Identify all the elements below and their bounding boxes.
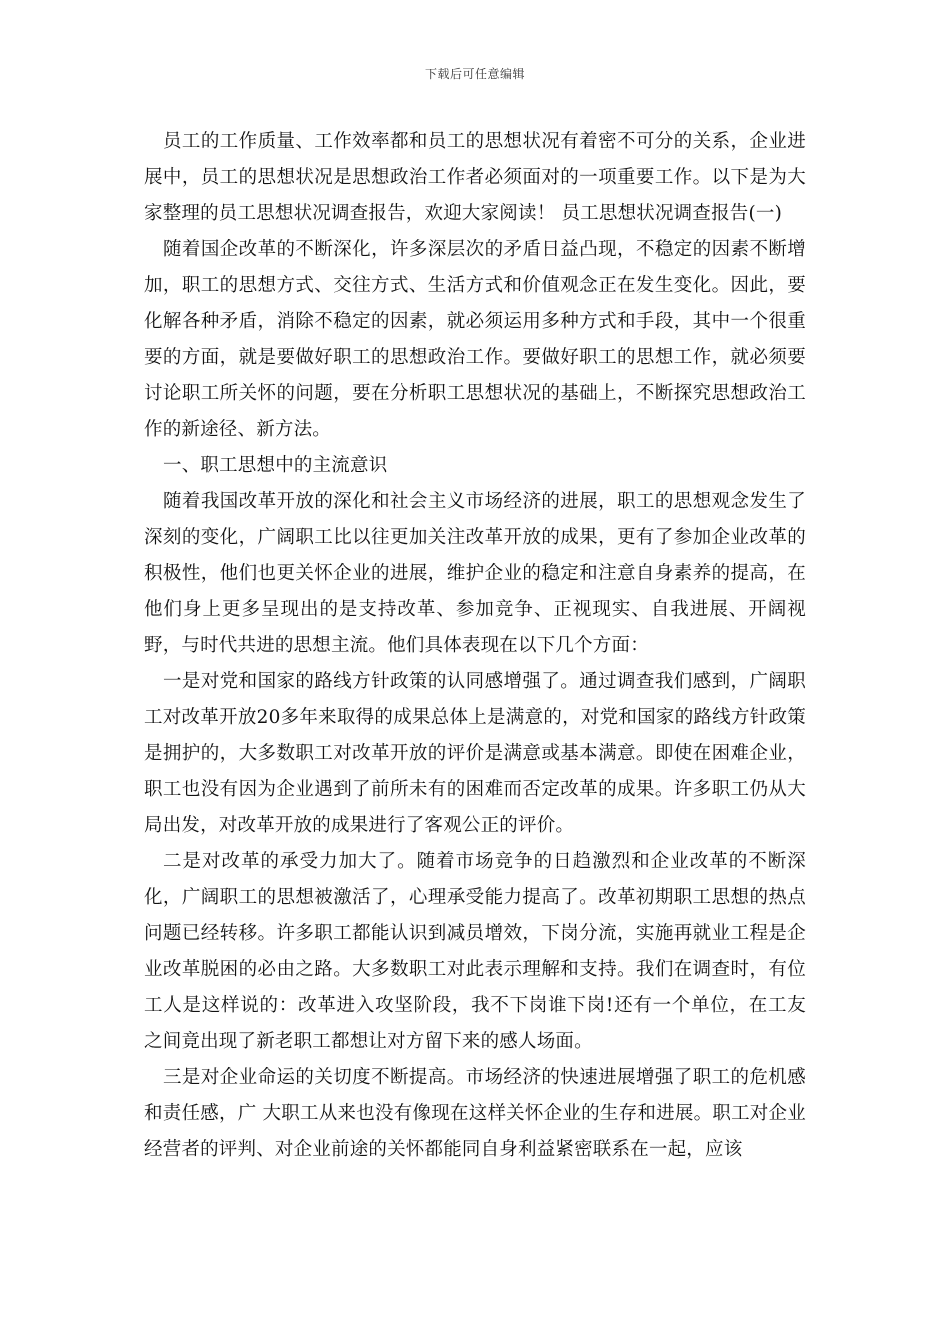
mainstream-paragraph: 随着我国改革开放的深化和社会主义市场经济的进展，职工的思想观念发生了深刻的变化，广阔职工比以往更加关注改革开放的成果，更有了参加企业改革的积极性，他们也更关怀企业的进展，维护企业的稳定和注意自身素养的提高，在他们身上更多呈现出的是支持改革、参加竞争、正视现实、自我进展、开阔视野，与时代共进的思想主流。他们具体表现在以下几个方面： <box>144 491 806 656</box>
background-paragraph: 随着国企改革的不断深化，许多深层次的矛盾日益凸现，不稳定的因素不断增加，职工的思想方式、交往方式、生活方式和价值观念正在发生变化。因此，要化解各种矛盾，消除不稳定的因素，就必须运用多种方式和手段，其中一个很重要的方面，就是要做好职工的思想政治工作。要做好职工的思想工作，就必须要讨论职工所关怀的问题，要在分析职工思想状况的基础上，不断探究思想政治工作的新途径、新方法。 <box>144 239 806 440</box>
page-header: 下载后可任意编辑 <box>424 67 525 81</box>
point-two-paragraph: 二是对改革的承受力加大了。随着市场竞争的日趋激烈和企业改革的不断深化，广阔职工的思想被激活了，心理承受能力提高了。改革初期职工思想的热点问题已经转移。许多职工都能认识到减员增效，下岗分流，实施再就业工程是企业改革脱困的必由之路。大多数职工对此表示理解和支持。我们在调查时，有位工人是这样说的：改革进入攻坚阶段，我不下岗谁下岗!还有一个单位，在工友之间竟出现了新老职工都想让对方留下来的感人场面。 <box>144 851 806 1052</box>
point-three-paragraph: 三是对企业命运的关切度不断提高。市场经济的快速进展增强了职工的危机感和责任感，广 大职工从来也没有像现在这样关怀企业的生存和进展。职工对企业经营者的评判、对企业前途的关怀都能同自身利益紧密联系在一起，应该 <box>144 1067 806 1160</box>
intro-paragraph: 员工的工作质量、工作效率都和员工的思想状况有着密不可分的关系，企业进展中，员工的思想状况是思想政治工作者必须面对的一项重要工作。以下是为大家整理的员工思想状况调查报告，欢迎大家阅读！ 员工思想状况调查报告(一) <box>144 131 806 224</box>
point-one-paragraph: 一是对党和国家的路线方针政策的认同感增强了。通过调查我们感到，广阔职工对改革开放20多年来取得的成果总体上是满意的，对党和国家的路线方针政策是拥护的，大多数职工对改革开放的评价是满意或基本满意。即使在困难企业，职工也没有因为企业遇到了前所未有的困难而否定改革的成果。许多职工仍从大局出发，对改革开放的成果进行了客观公正的评价。 <box>144 671 806 836</box>
document-body <box>144 124 806 1168</box>
section-heading: 一、职工思想中的主流意识 <box>163 455 388 476</box>
